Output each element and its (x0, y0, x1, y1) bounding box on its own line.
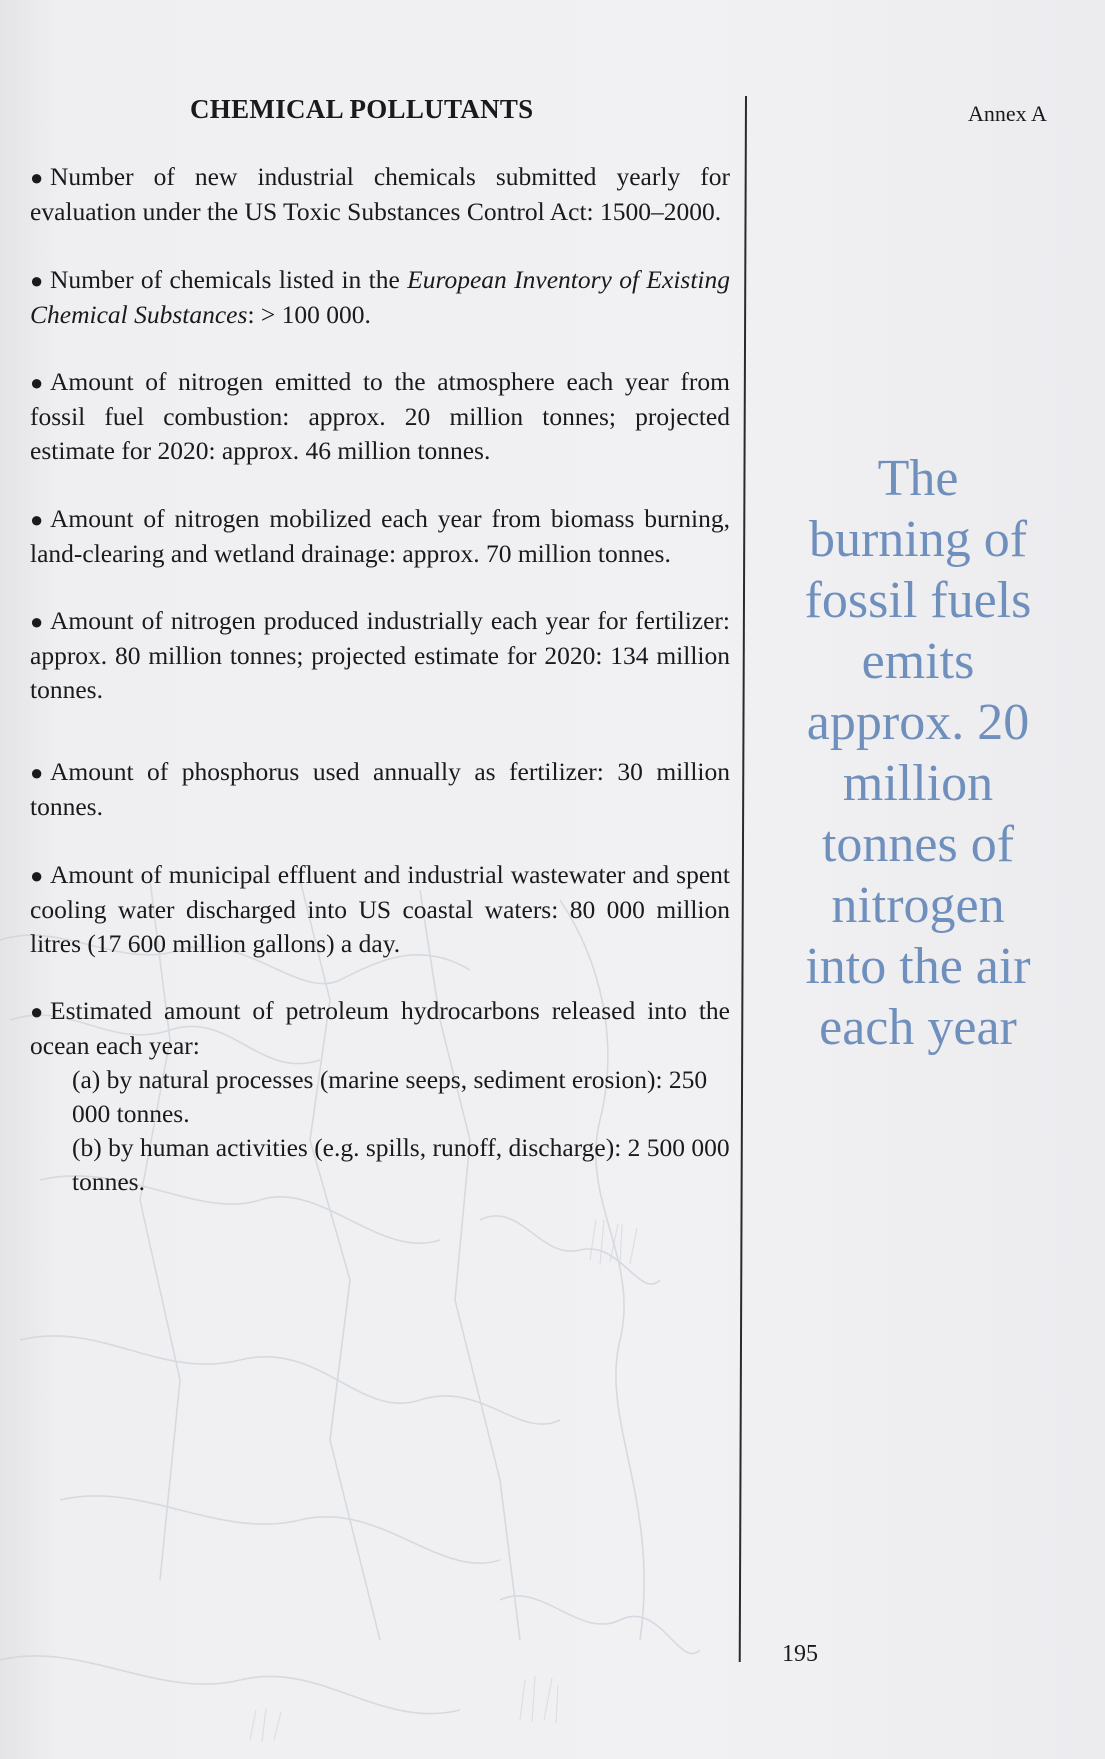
sub-item-a: (a) by natural processes (marine seeps, sediment erosion): 250 000 tonnes. (72, 1065, 708, 1128)
sub-item-b: (b) by human activities (e.g. spills, runoff, discharge): 2 500 000 tonnes. (72, 1133, 730, 1196)
list-item: ● Amount of nitrogen produced industrially each year for fertilizer: approx. 80 million tonnes; projected estimate for 2020: 134 million tonnes. (30, 606, 730, 704)
pull-quote-line: burning of (808, 511, 1028, 568)
page-number: 195 (782, 1641, 818, 1667)
bullet-icon: ● (30, 267, 44, 293)
pull-quote-line: emits (861, 633, 975, 690)
pull-quote-line: The (877, 450, 959, 507)
bullet-icon: ● (30, 999, 44, 1024)
pull-quote-line: into the air (805, 938, 1031, 995)
list-item: ● Amount of nitrogen mobilized each year from biomass burning, land-clearing and wetland drainage: approx. 70 million tonnes. (30, 503, 730, 568)
pull-quote (768, 448, 1068, 1058)
list-item: ● Estimated amount of petroleum hydrocarbons released into the ocean each year: (a) by natural processes (marine seeps, sediment erosion): 250 000 tonnes. (b) by human activities (e.g. spills, runoff, discharge): 2 500 000 tonnes. (30, 994, 730, 1199)
bullet-icon: ● (30, 165, 44, 190)
pull-quote-line: tonnes of (821, 816, 1015, 873)
bullet-list (30, 160, 730, 1199)
inventory-title: European Inventory of Existing Chemical Substances (30, 264, 730, 329)
pull-quote-line: each year (819, 999, 1017, 1056)
bullet-icon: ● (30, 609, 44, 634)
pull-quote-line: million (842, 755, 994, 812)
pull-quote-line: fossil fuels (804, 572, 1032, 629)
list-item: ● Amount of phosphorus used annually as fertilizer: 30 million tonnes. (30, 757, 730, 821)
running-head: Annex A (968, 101, 1047, 126)
section-heading: CHEMICAL POLLUTANTS (190, 94, 534, 124)
list-item: ● Number of new industrial chemicals submitted yearly for evaluation under the US Toxic Substances Control Act: 1500–2000. (30, 162, 730, 226)
list-item: ● Amount of nitrogen emitted to the atmosphere each year from fossil fuel combustion: approx. 20 million tonnes; projected estimate for 2020: approx. 46 million tonnes. (30, 367, 730, 465)
bullet-icon: ● (30, 506, 44, 532)
pull-quote-line: nitrogen (831, 877, 1005, 934)
pull-quote-line: approx. 20 (806, 694, 1030, 751)
list-item: ● Amount of municipal effluent and industrial wastewater and spent cooling water discharged into US coastal waters: 80 000 million litres (17 600 million gallons) a day. (30, 859, 730, 958)
list-item: ● Number of chemicals listed in the European Inventory of Existing Chemical Substances: > 100 000. (30, 264, 730, 329)
bullet-icon: ● (30, 760, 44, 785)
bullet-icon: ● (30, 370, 44, 395)
bullet-icon: ● (30, 862, 44, 888)
